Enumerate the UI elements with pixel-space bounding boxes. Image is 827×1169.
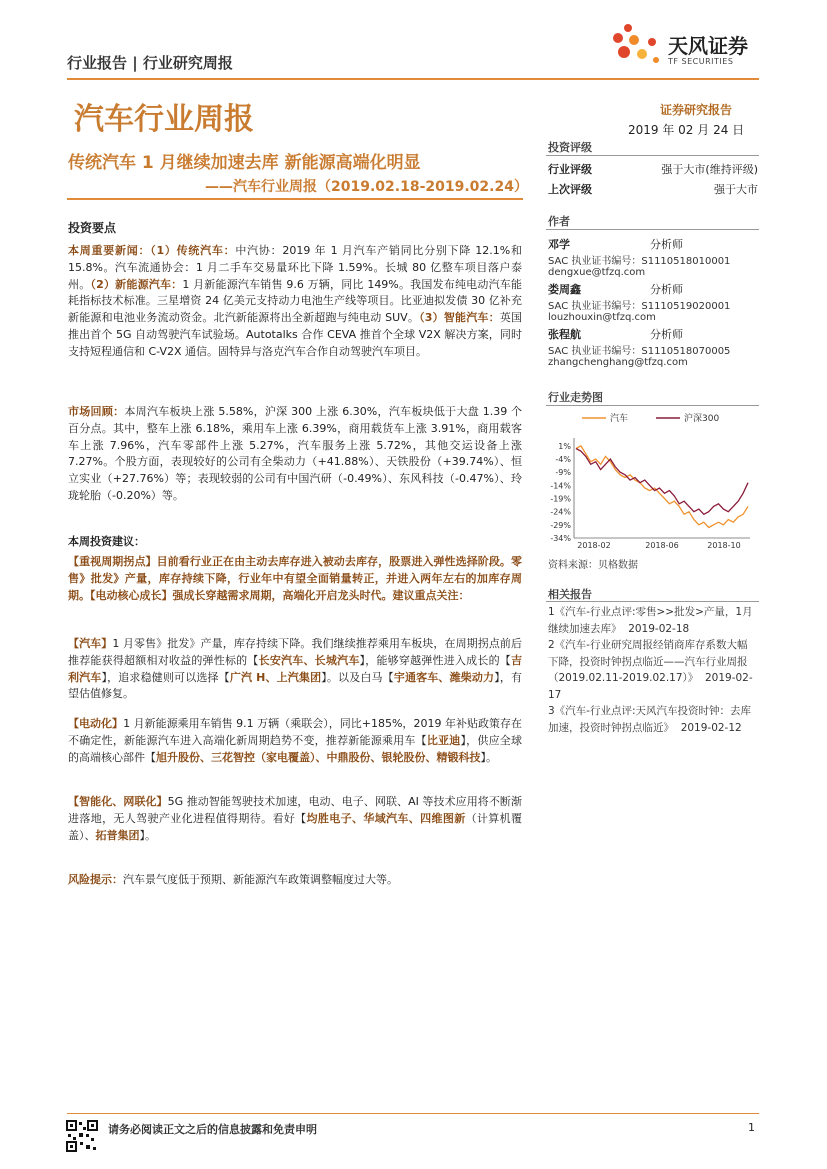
sidebar-divider xyxy=(546,405,759,406)
rating-row xyxy=(548,181,758,197)
footer-divider xyxy=(67,1113,759,1114)
author-role: 分析师 xyxy=(650,328,683,341)
x-tick-label: 2018-02 xyxy=(577,541,611,550)
logo-dot xyxy=(624,24,632,32)
related-report-title[interactable]: 3《汽车-行业点评:天风汽车投资时钟：去库加速，投资时钟拐点临近》 xyxy=(548,705,752,734)
auto-paragraph xyxy=(68,636,522,703)
keyword-text: 旭升股份、三花智控（家电覆盖）、中鼎股份、银轮股份、精锻科技 xyxy=(156,750,481,764)
keyword-text: 【汽车】 xyxy=(68,637,113,650)
header-divider xyxy=(67,78,759,80)
keyword-text: 吉利汽车 xyxy=(68,653,523,684)
risk-paragraph xyxy=(68,872,522,889)
report-subtitle-period: ——汽车行业周报（2019.02.18-2019.02.24） xyxy=(205,179,528,195)
related-report-item[interactable] xyxy=(548,637,756,703)
y-tick-label: -34% xyxy=(550,534,571,543)
disclaimer-notice: 请务必阅读正文之后的信息披露和免责申明 xyxy=(108,1123,317,1136)
keyword-text: 拓普集团 xyxy=(95,828,140,842)
related-report-date: 2019-02-17 xyxy=(548,672,753,701)
body-text: 】，供应全球的高端核心部件【 xyxy=(68,733,523,764)
page-title: 汽车行业周报 xyxy=(74,102,254,137)
author-block xyxy=(548,281,758,323)
logo-dot xyxy=(629,35,639,45)
author-role: 分析师 xyxy=(650,238,683,251)
recommendation-title: 本周投资建议： xyxy=(68,535,145,548)
author-email[interactable]: dengxue@tfzq.com xyxy=(548,267,646,278)
body-text: 1 月新能源汽车销售 9.6 万辆，同比 149%。我国发布纯电动汽车能耗指标技术标准。三星增资 24 亿美元支持动力电池生产线等项目。比亚迪拟发债 30 亿补充新能源和电池业务流动资金。北汽新能源将出全新超跑与纯电动 SUV。 xyxy=(68,277,522,325)
sidebar-divider xyxy=(546,155,759,156)
report-date: 2019 年 02 月 24 日 xyxy=(628,123,745,137)
keyword-text: 广汽 H、上汽集团 xyxy=(229,670,322,684)
author-sac: SAC 执业证书编号：S1110518010001 xyxy=(548,256,731,267)
keyword-text: 市场回顾： xyxy=(68,405,125,418)
rating-label: 行业评级 xyxy=(548,163,592,176)
author-name: 张程航 xyxy=(548,328,581,341)
related-report-item[interactable] xyxy=(548,604,756,637)
body-text: 】。以及白马【 xyxy=(321,670,394,684)
body-text: 5G 推动智能驾驶技术加速，电动、电子、网联、AI 等技术应用将不断渐进落地，无人驾驶产业化进程值得期待。看好【 xyxy=(68,795,522,825)
body-text: （计算机覆盖）、 xyxy=(68,811,523,842)
body-text: 】，有望估值修复。 xyxy=(68,670,523,701)
related-report-date: 2019-02-18 xyxy=(628,622,690,635)
section-title: 投资要点 xyxy=(68,221,117,235)
logo-dot xyxy=(648,38,656,46)
related-report-title[interactable]: 2《汽车-行业研究周报经销商库存系数大幅下降，投资时钟拐点临近——汽车行业周报（2019.02.11-2019.02.17）》 xyxy=(548,639,748,684)
y-tick-label: -24% xyxy=(550,507,571,517)
rating-value: 强于大市 xyxy=(714,183,758,196)
body-text: 英国推出首个 5G 自动驾驶汽车试验场。Autotalks 合作 CEVA 推首个全球 V2X 解决方案，同时支持短程通信和 C-V2X 通信。固特异与洛克汽车合作自动驾驶汽车项目。 xyxy=(68,311,523,358)
logo-dot xyxy=(613,33,623,43)
body-text: 1 月零售》批发》产量，库存持续下降。我们继续推荐乘用车板块，在周期拐点前后推荐能获得超额相对收益的弹性标的【 xyxy=(68,637,523,667)
rating-row xyxy=(548,161,758,177)
authors-heading: 作者 xyxy=(548,215,570,228)
keyword-text: （1）传统汽车： xyxy=(150,244,236,257)
series-line xyxy=(576,449,748,515)
author-name: 邓学 xyxy=(548,238,570,251)
logo-dot xyxy=(618,46,630,58)
author-email[interactable]: zhangchenghang@tfzq.com xyxy=(548,357,688,368)
legend-label: 汽车 xyxy=(610,414,629,424)
keyword-text: 风险提示： xyxy=(68,873,123,886)
author-sac: SAC 执业证书编号：S1110519020001 xyxy=(548,301,731,312)
trend-heading: 行业走势图 xyxy=(548,391,603,404)
keyword-text: 【电动化】 xyxy=(68,717,124,730)
brand-name: 天风证券 xyxy=(668,34,748,58)
keyword-text: 均胜电子、华域汽车、四维图新 xyxy=(306,811,466,825)
body-text: 】，能够穿越弹性进入成长的【 xyxy=(359,653,512,667)
body-text: 中汽协：2019 年 1 月汽车产销同比分别下降 12.1%和 15.8%。汽车流通协会：1 月二手车交易量环比下降 1.59%。长城 80 亿整车项目落户泰州。 xyxy=(68,244,522,291)
chart-source: 资料来源：贝格数据 xyxy=(548,560,638,571)
body-text: 1 月新能源乘用车销售 9.1 万辆（乘联会），同比+185%，2019 年补贴政策存在不确定性，新能源汽车进入高端化新周期趋势不变，推荐新能源乘用车【 xyxy=(68,717,523,747)
y-tick-label: -9% xyxy=(555,468,571,478)
news-paragraph xyxy=(68,243,522,361)
smart-paragraph xyxy=(68,794,522,844)
author-block xyxy=(548,236,758,278)
rating-heading: 投资评级 xyxy=(548,141,592,154)
logo-dot xyxy=(653,57,659,63)
y-tick-label: -14% xyxy=(550,481,571,491)
keyword-text: 比亚迪 xyxy=(426,733,461,747)
ev-paragraph xyxy=(68,716,522,766)
y-tick-label: -29% xyxy=(550,520,571,530)
body-text: 】。 xyxy=(139,828,156,842)
industry-trend-chart xyxy=(544,408,758,550)
report-category: 行业报告 | 行业研究周报 xyxy=(67,54,233,72)
author-role: 分析师 xyxy=(650,283,683,296)
cycle-paragraph xyxy=(68,554,522,604)
related-reports-list xyxy=(548,604,756,736)
keyword-text: 【智能化、网联化】 xyxy=(68,795,168,808)
y-tick-label: -4% xyxy=(555,455,571,465)
subtitle-divider xyxy=(67,198,523,200)
y-tick-label: -19% xyxy=(550,494,571,504)
x-tick-label: 2018-06 xyxy=(645,541,679,550)
rating-value: 强于大市(维持评级) xyxy=(661,163,758,176)
x-tick-label: 2018-10 xyxy=(707,541,741,550)
keyword-text: 宇通客车、潍柴动力 xyxy=(393,670,495,684)
body-text: 】，追求稳健则可以选择【 xyxy=(101,670,230,684)
sidebar-divider xyxy=(546,601,759,602)
keyword-text: （2）新能源汽车： xyxy=(90,277,183,291)
report-type: 证券研究报告 xyxy=(660,103,733,117)
y-tick-label: 1% xyxy=(558,441,571,451)
related-report-item[interactable] xyxy=(548,703,756,736)
market-review-paragraph xyxy=(68,404,522,505)
report-subtitle: 传统汽车 1 月继续加速去库 新能源高端化明显 xyxy=(68,153,421,173)
series-line xyxy=(576,446,748,528)
keyword-text: 本周重要新闻： xyxy=(68,244,151,257)
author-sac: SAC 执业证书编号：S1110518070005 xyxy=(548,346,731,357)
brand-name-en: TF SECURITIES xyxy=(668,57,734,66)
author-name: 娄周鑫 xyxy=(548,283,581,296)
sidebar-divider xyxy=(546,229,759,230)
author-email[interactable]: louzhouxin@tfzq.com xyxy=(548,312,656,323)
body-text: 汽车景气度低于预期、新能源汽车政策调整幅度过大等。 xyxy=(123,873,398,886)
related-heading: 相关报告 xyxy=(548,588,592,601)
rating-label: 上次评级 xyxy=(548,183,592,196)
keyword-text: （3）智能汽车： xyxy=(419,311,500,325)
body-text: 【重视周期拐点】目前看行业正在由主动去库存进入被动去库存，股票进入弹性选择阶段。零售》批发》产量，库存持续下降，行业年中有望全面销量转正，并进入两年左右的加库存周期。【电动核心成长】强成长穿越需求周期，高端化开启龙头时代。建议重点关注： xyxy=(68,555,522,602)
author-block xyxy=(548,326,758,368)
company-logo xyxy=(606,18,666,74)
logo-dot xyxy=(637,49,647,59)
related-report-date: 2019-02-12 xyxy=(680,721,742,734)
qr-code-icon xyxy=(66,1120,98,1152)
keyword-text: 长安汽车、长城汽车 xyxy=(258,653,360,667)
page-number: 1 xyxy=(748,1121,755,1134)
body-text: 本周汽车板块上涨 5.58%，沪深 300 上涨 6.30%，汽车板块低于大盘 1.39 个百分点。其中，整车上涨 6.18%，乘用车上涨 6.39%，商用载货车上涨 3.91%，商用载客车上涨 7.96%，汽车零部件上涨 5.27%，汽车服务上涨 5.72%，其他交运设备上涨 7.27%。个股方面，表现较好的公司有全柴动力（+41.88%）、天铁股份（+39.74%）、恒立实业（+27.76%）等；表现较弱的公司有中国汽研（-0.49%）、东风科技（-0.47%）、玲珑轮胎（-0.20%）等。 xyxy=(68,405,523,502)
body-text: 】。 xyxy=(480,750,497,764)
legend-label: 沪深300 xyxy=(684,414,720,424)
related-report-title[interactable]: 1《汽车-行业点评:零售>>批发>产量，1月继续加速去库》 xyxy=(548,606,753,635)
